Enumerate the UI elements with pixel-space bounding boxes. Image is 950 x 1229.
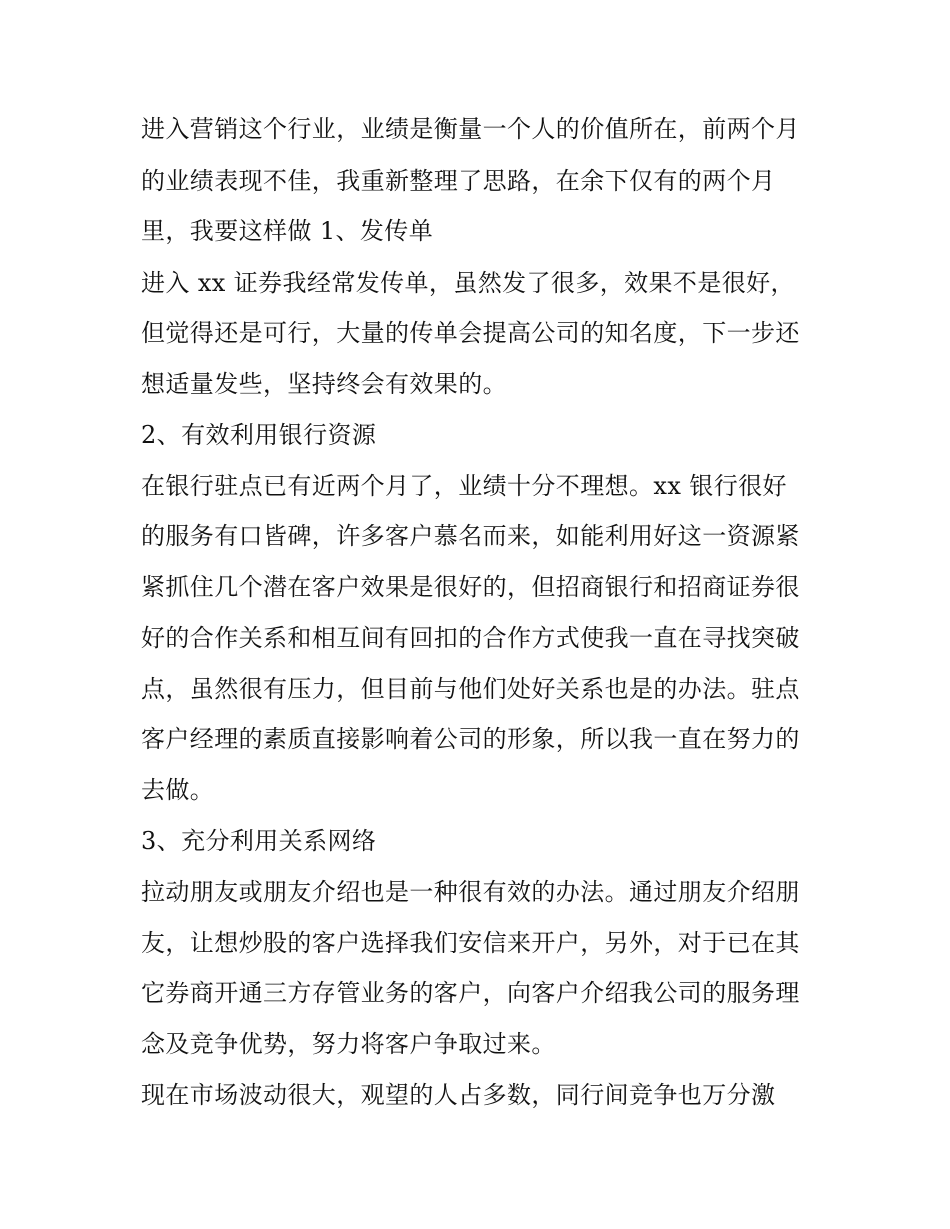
text-line: 但觉得还是可行，大量的传单会提高公司的知名度，下一步还 — [141, 319, 800, 347]
text-line: 现在市场波动很大，观望的人占多数，同行间竞争也万分激 — [141, 1081, 776, 1109]
text-line: 拉动朋友或朋友介绍也是一种很有效的办法。通过朋友介绍朋 — [141, 878, 800, 906]
text-line: 点，虽然很有压力，但目前与他们处好关系也是的办法。驻点 — [141, 675, 800, 703]
text-line: 紧抓住几个潜在客户效果是很好的，但招商银行和招商证券很 — [141, 573, 800, 601]
text-line: 的服务有口皆碑，许多客户慕名而来，如能利用好这一资源紧 — [141, 522, 800, 550]
text-line: 去做。 — [141, 776, 215, 804]
text-line: 进入 xx 证券我经常发传单，虽然发了很多，效果不是很好， — [141, 269, 795, 297]
text-line: 里，我要这样做 1、发传单 — [141, 217, 434, 245]
text-line: 客户经理的素质直接影响着公司的形象，所以我一直在努力的 — [141, 725, 800, 753]
text-line: 友，让想炒股的客户选择我们安信来开户，另外，对于已在其 — [141, 929, 800, 957]
section-heading: 2、有效利用银行资源 — [141, 421, 377, 449]
text-line: 在银行驻点已有近两个月了，业绩十分不理想。xx 银行很好 — [141, 472, 787, 500]
text-line: 念及竞争优势，努力将客户争取过来。 — [141, 1030, 556, 1058]
text-line: 想适量发些，坚持终会有效果的。 — [141, 370, 507, 398]
section-heading: 3、充分利用关系网络 — [141, 827, 377, 855]
text-line: 它券商开通三方存管业务的客户，向客户介绍我公司的服务理 — [141, 979, 800, 1007]
text-line: 好的合作关系和相互间有回扣的合作方式使我一直在寻找突破 — [141, 624, 800, 652]
text-line: 进入营销这个行业，业绩是衡量一个人的价值所在，前两个月 — [141, 115, 800, 143]
text-line: 的业绩表现不佳，我重新整理了思路，在余下仅有的两个月 — [141, 167, 776, 195]
